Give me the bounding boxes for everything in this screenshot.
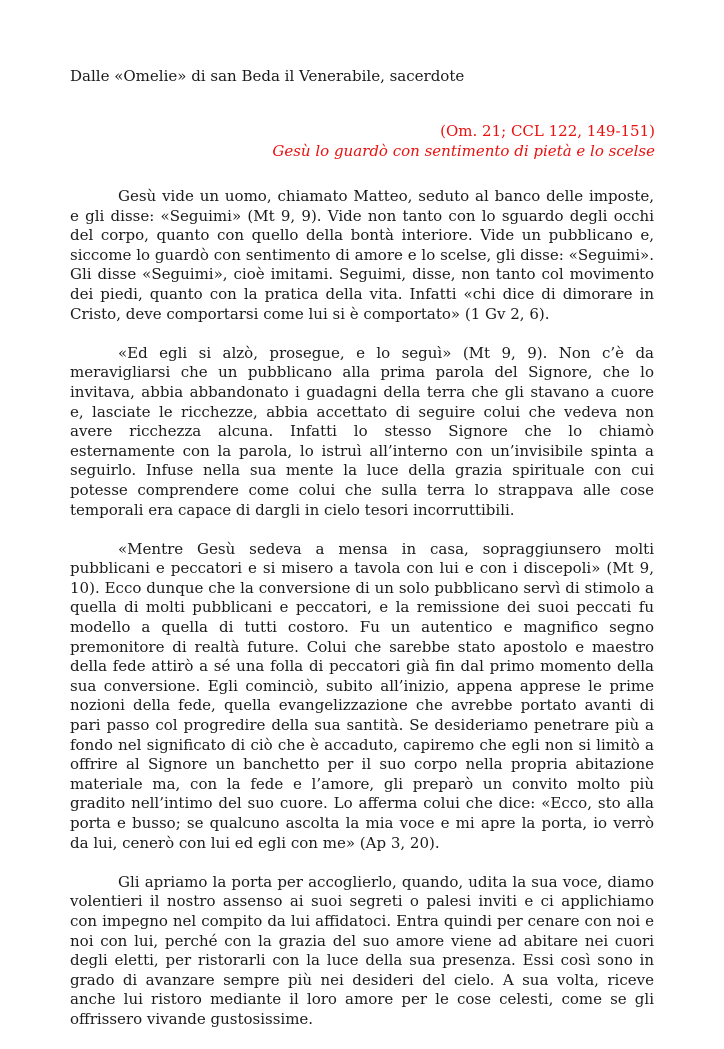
- paragraph-4: Gli apriamo la porta per accoglierlo, quando, udita la sua voce, diamo volentieri il nostro assenso ai suoi segreti o palesi inviti e ci applichiamo con impegno nel compito da lui affidatoci. Entra quindi per cenare con noi e noi con lui, perché con la grazia del suo amore viene ad abitare nei cuori degli eletti, per ristorarli con la luce della sua presenza. Essi così sono in grado di avanzare sempre più nei desideri del cielo. A sua volta, riceve anche lui ristoro mediante il loro amore per le cose celesti, come se gli offrissero vivande gustosissime.: [70, 872, 654, 1028]
- homily-body: [70, 187, 654, 1049]
- paragraph-1: Gesù vide un uomo, chiamato Matteo, seduto al banco delle imposte, e gli disse: «Seguimi» (Mt 9, 9). Vide non tanto con lo sguardo degli occhi del corpo, quanto con quello della bontà interiore. Vide un pubblicano e, siccome lo guardò con sentimento di amore e lo scelse, gli disse: «Seguimi». Gli disse «Seguimi», cioè imitami. Seguimi, disse, non tanto col movimento dei piedi, quanto con la pratica della vita. Infatti «chi dice di dimorare in Cristo, deve comportarsi come lui si è comportato» (1 Gv 2, 6).: [70, 187, 654, 323]
- paragraph-3: «Mentre Gesù sedeva a mensa in casa, sopraggiunsero molti pubblicani e peccatori e si misero a tavola con lui e con i discepoli» (Mt 9, 10). Ecco dunque che la conversione di un solo pubblicano servì di stimolo a quella di molti pubblicani e peccatori, e la remissione dei suoi peccati fu modello a quella di tutti costoro. Fu un autentico e magnifico segno premonitore di realtà future. Colui che sarebbe stato apostolo e maestro della fede attirò a sé una folla di peccatori già fin dal primo momento della sua conversione. Egli cominciò, subito all’inizio, appena apprese le prime nozioni della fede, quella evangelizzazione che avrebbe portato avanti di pari passo col progredire della sua santità. Se desideriamo penetrare più a fondo nel significato di ciò che è accaduto, capiremo che egli non si limitò a offrire al Signore un banchetto per il suo corpo nella propria abitazione materiale ma, con la fede e l’amore, gli preparò un convito molto più gradito nell’intimo del suo cuore. Lo afferma colui che dice: «Ecco, sto alla porta e busso; se qualcuno ascolta la mia voce e mi apre la porta, io verrò da lui, cenerò con lui ed egli con me» (Ap 3, 20).: [70, 539, 654, 852]
- document-heading: Dalle «Omelie» di san Beda il Venerabile, sacerdote: [70, 67, 465, 85]
- citation-block: [95, 121, 655, 161]
- citation-reference: (Om. 21; CCL 122, 149-151): [440, 122, 655, 140]
- citation-subtitle: Gesù lo guardò con sentimento di pietà e lo scelse: [272, 142, 655, 160]
- paragraph-2: «Ed egli si alzò, prosegue, e lo seguì» (Mt 9, 9). Non c’è da meravigliarsi che un pubblicano alla prima parola del Signore, che lo invitava, abbia abbandonato i guadagni della terra che gli stavano a cuore e, lasciate le ricchezze, abbia accettato di seguire colui che vedeva non avere ricchezza alcuna. Infatti lo stesso Signore che lo chiamò esternamente con la parola, lo istruì all’interno con un’invisibile spinta a seguirlo. Infuse nella sua mente la luce della grazia spirituale con cui potesse comprendere come colui che sulla terra lo strappava alle cose temporali era capace di dargli in cielo tesori incorruttibili.: [70, 343, 654, 519]
